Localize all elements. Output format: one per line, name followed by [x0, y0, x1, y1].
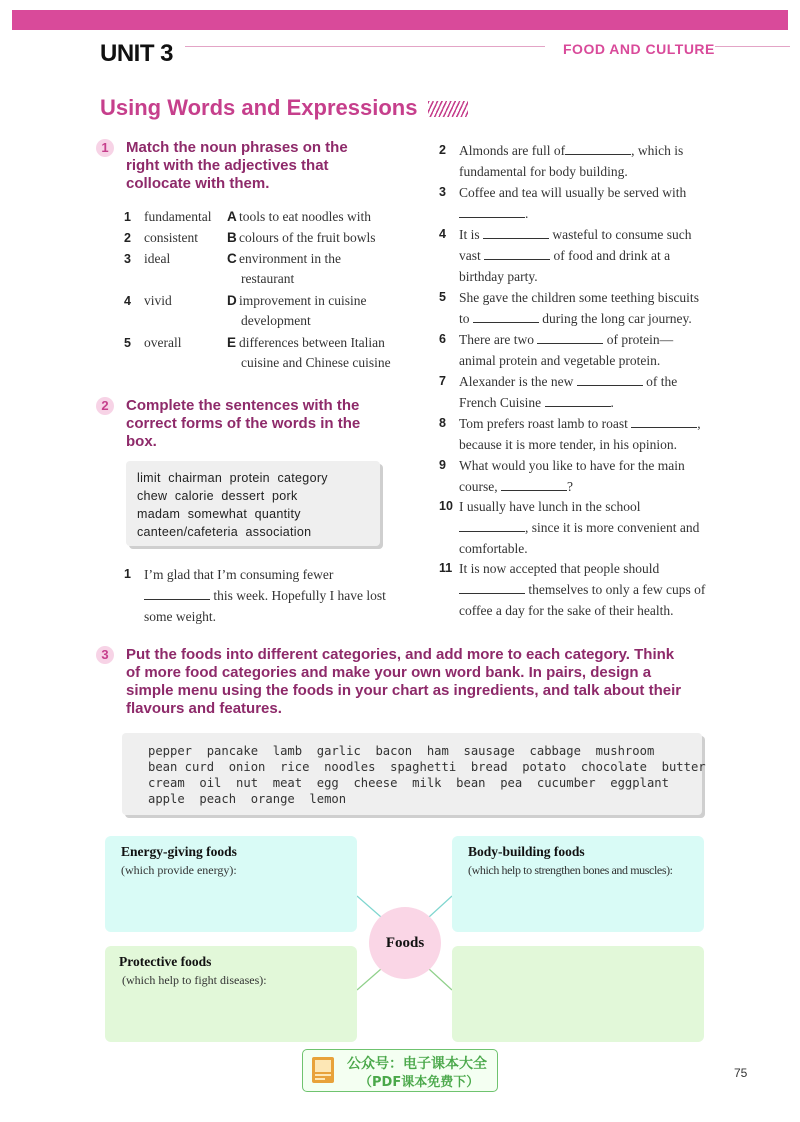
sentence-text: coffee a day for the sake of their health. — [459, 603, 674, 618]
word-box-row: chew calorie dessert pork — [137, 489, 298, 503]
sentence-number: 10 — [439, 499, 453, 513]
sentence-number: 9 — [439, 458, 446, 472]
sentence-number: 2 — [439, 143, 446, 157]
category-title: Body-building foods — [468, 844, 585, 859]
item-number: 2 — [124, 231, 131, 245]
item-number: 3 — [124, 252, 131, 266]
connector-line — [357, 969, 381, 990]
sentence-text: I’m glad that I’m consuming fewer — [144, 567, 334, 582]
connector-line — [357, 896, 381, 917]
sentence-text: vast — [459, 248, 485, 263]
item-letter: A — [227, 209, 237, 224]
sentence-text: because it is more tender, in his opinion. — [459, 437, 678, 452]
sentence-text: ? — [566, 479, 573, 494]
sentence-text: this week. Hopefully I have lost — [210, 588, 386, 603]
sentence-text: course, — [459, 479, 501, 494]
sentence-text: There are two — [459, 332, 538, 347]
sentence-text: of the — [642, 374, 678, 389]
sentence-number: 11 — [439, 561, 453, 575]
phrase-line: restaurant — [241, 271, 295, 286]
category-title: Protective foods — [119, 954, 212, 969]
item-letter: B — [227, 230, 237, 245]
section-heading: Using Words and Expressions — [100, 95, 418, 120]
sentence-text: comfortable. — [459, 541, 528, 556]
word-box-row: cream oil nut meat egg cheese milk bean pea cucumber eggplant — [148, 776, 669, 790]
item-number: 1 — [124, 210, 131, 224]
sentence-number: 7 — [439, 374, 446, 388]
word-box-row: limit chairman protein category — [137, 471, 328, 485]
word-box-row: pepper pancake lamb garlic bacon ham sausage cabbage mushroom — [148, 744, 655, 758]
sentence-text: , — [697, 416, 701, 431]
sentence-number: 1 — [124, 567, 131, 581]
instruction-line: flavours and features. — [126, 700, 282, 717]
sentence-text: It is now accepted that people should — [459, 561, 660, 576]
connector-line — [429, 896, 452, 917]
sentence-text: I usually have lunch in the school — [459, 499, 641, 514]
item-letter: C — [227, 251, 237, 266]
exercise-1-number: 1 — [96, 139, 114, 157]
category-protective[interactable] — [105, 946, 357, 1042]
phrase-line: cuisine and Chinese cuisine — [241, 355, 391, 370]
sentence-number: 8 — [439, 416, 446, 430]
phrase-line: environment in the — [239, 251, 341, 266]
section-tag: FOOD AND CULTURE — [563, 41, 715, 57]
exercise-2-number: 2 — [96, 397, 114, 415]
sentence-text: wasteful to consume such — [549, 227, 692, 242]
sentence-text: She gave the children some teething biscuits — [459, 290, 699, 305]
unit-title: UNIT 3 — [100, 40, 174, 67]
sentence-text: Coffee and tea will usually be served with — [459, 185, 687, 200]
item-letter: E — [227, 335, 237, 350]
instruction-line: Complete the sentences with the — [126, 397, 360, 414]
item-letter: D — [227, 293, 237, 308]
connector-line — [429, 969, 452, 990]
foods-center-circle: Foods — [369, 907, 441, 979]
book-icon — [309, 1054, 339, 1086]
instruction-line: right with the adjectives that — [126, 157, 329, 174]
sentence-text: animal protein and vegetable protein. — [459, 353, 661, 368]
word-box-row: apple peach orange lemon — [148, 792, 347, 806]
item-number: 5 — [124, 336, 131, 350]
item-adjective: consistent — [144, 230, 198, 245]
sentence-text: some weight. — [144, 609, 216, 624]
sentence-text: Tom prefers roast lamb to roast — [459, 416, 632, 431]
item-adjective: vivid — [144, 293, 172, 308]
stamp-line: （PDF课本免费下） — [359, 1075, 480, 1090]
sentence-number: 5 — [439, 290, 446, 304]
item-adjective: overall — [144, 335, 182, 350]
sentence-text: of food and drink at a — [550, 248, 671, 263]
sentence-text: . — [610, 395, 614, 410]
instruction-line: correct forms of the words in the — [126, 415, 361, 432]
category-energy-giving[interactable] — [105, 836, 357, 932]
sentence-number: 3 — [439, 185, 446, 199]
word-box-row: madam somewhat quantity — [137, 507, 301, 521]
sentence-text: birthday party. — [459, 269, 538, 284]
item-adjective: fundamental — [144, 209, 212, 224]
sentence-text: themselves to only a few cups of — [525, 582, 706, 597]
sentence-text: , since it is more convenient and — [525, 520, 700, 535]
word-box-row: canteen/cafeteria association — [137, 525, 312, 539]
instruction-line: simple menu using the foods in your chart as ingredients, and talk about their — [126, 682, 682, 699]
instruction-line: Match the noun phrases on the — [126, 139, 348, 156]
sentence-text: What would you like to have for the main — [459, 458, 685, 473]
item-adjective: ideal — [144, 251, 171, 266]
sentence-text: fundamental for body building. — [459, 164, 628, 179]
sentence-number: 6 — [439, 332, 446, 346]
category-description: (which help to strengthen bones and muscles): — [468, 863, 673, 877]
instruction-line: Put the foods into different categories, and add more to each category. Think — [126, 646, 675, 663]
sentence-text: during the long car journey. — [538, 311, 692, 326]
category-description: (which help to fight diseases): — [119, 973, 267, 987]
instruction-line: collocate with them. — [126, 175, 270, 192]
phrase-line: colours of the fruit bowls — [239, 230, 376, 245]
phrase-line: differences between Italian — [239, 335, 385, 350]
sentence-text: to — [459, 311, 473, 326]
category-body-building[interactable] — [452, 836, 704, 932]
exercise-3-number: 3 — [96, 646, 114, 664]
category-description: (which provide energy): — [121, 863, 237, 877]
sentence-text: . — [525, 206, 529, 221]
sentence-text: of protein— — [603, 332, 674, 347]
word-box-row: bean curd onion rice noodles spaghetti bread potato chocolate butter — [148, 760, 706, 774]
phrase-line: improvement in cuisine — [239, 293, 367, 308]
phrase-line: tools to eat noodles with — [239, 209, 371, 224]
category-title: Energy-giving foods — [121, 844, 237, 859]
item-number: 4 — [124, 294, 131, 308]
instruction-line: of more food categories and make your own word bank. In pairs, design a — [126, 664, 652, 681]
sentence-text: , which is — [631, 143, 684, 158]
stamp-line: 公众号：电子课本大全 — [347, 1056, 487, 1072]
sentence-text: Alexander is the new — [459, 374, 577, 389]
sentence-text: French Cuisine — [459, 395, 545, 410]
sentence-text: It is — [459, 227, 484, 242]
instruction-line: box. — [126, 433, 157, 450]
sentence-number: 4 — [439, 227, 446, 241]
phrase-line: development — [241, 313, 311, 328]
sentence-text: Almonds are full of — [459, 143, 566, 158]
page-number: 75 — [734, 1066, 748, 1080]
category-empty[interactable] — [452, 946, 704, 1042]
watermark-stamp — [302, 1049, 498, 1092]
